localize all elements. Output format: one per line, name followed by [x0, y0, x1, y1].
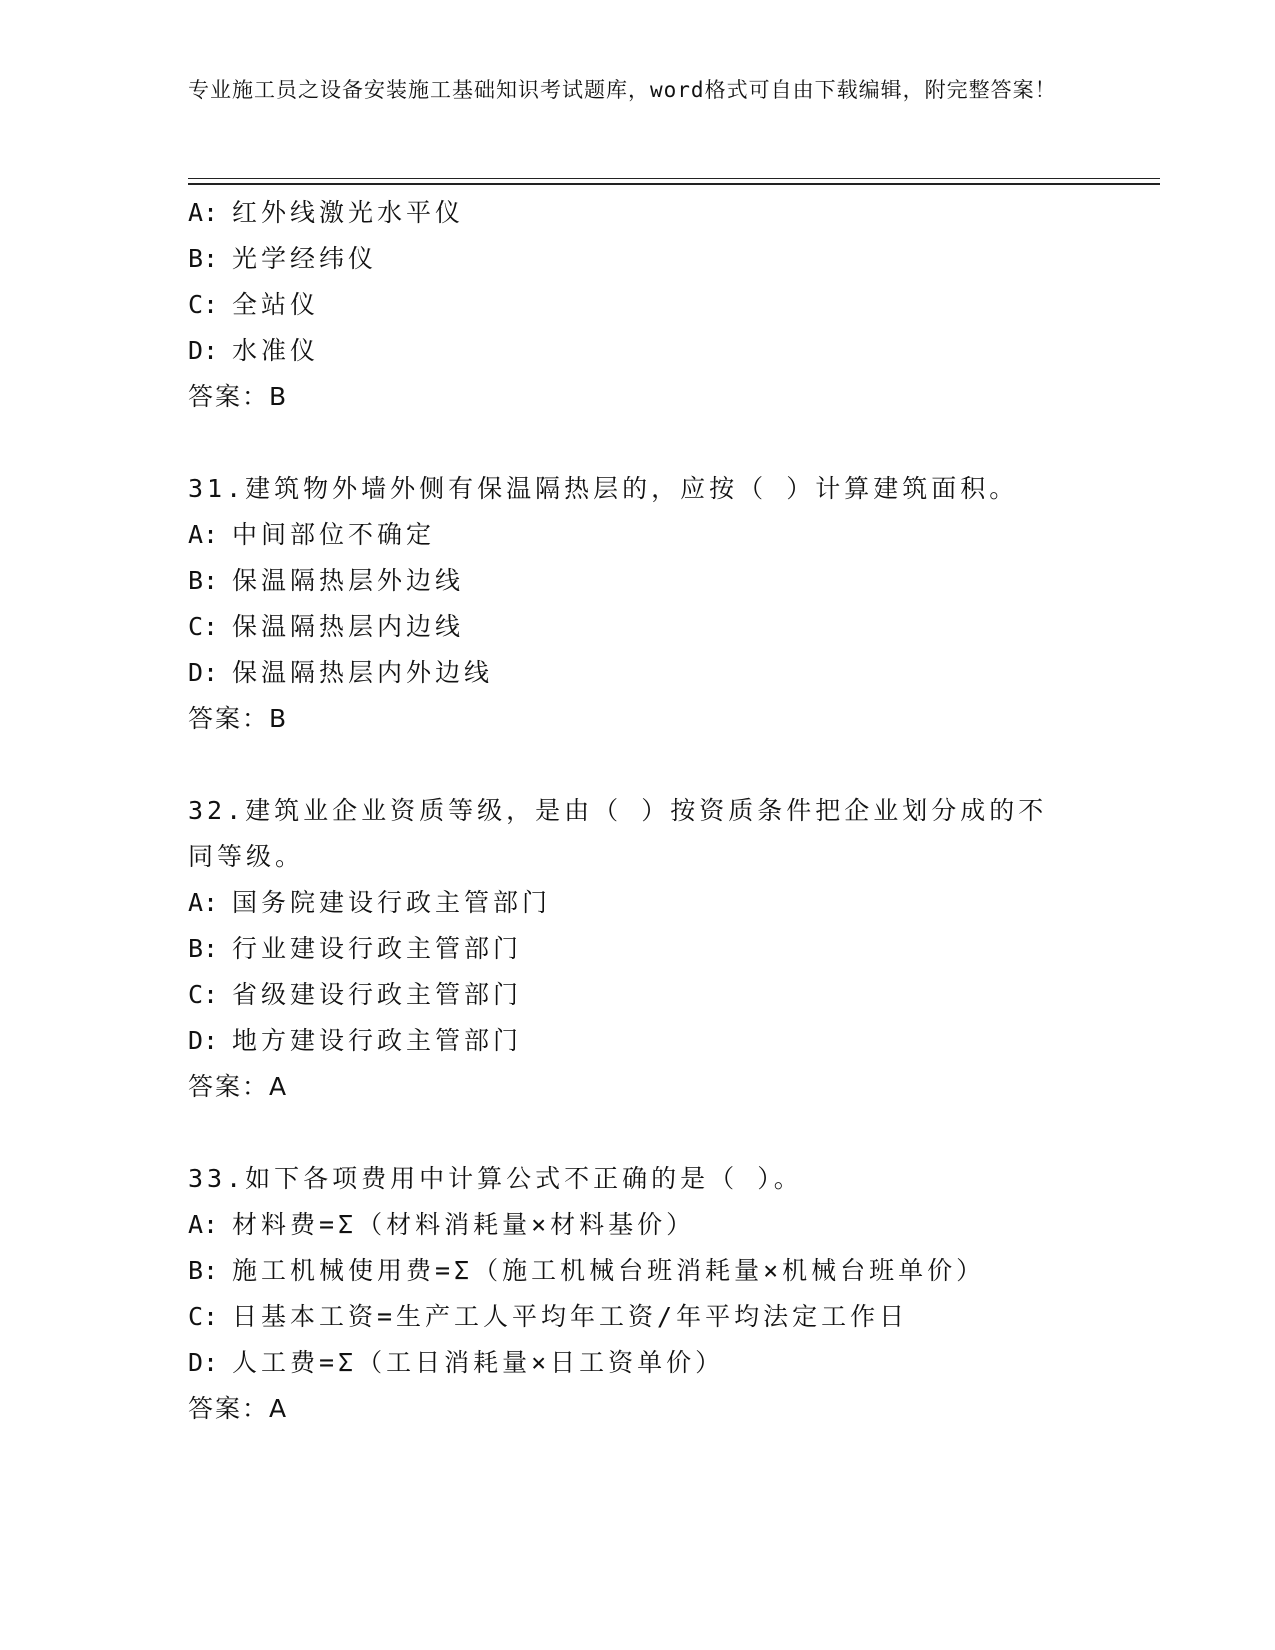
option-letter: A:: [188, 888, 219, 917]
option-text: 人工费=Σ（工日消耗量×日工资单价）: [232, 1348, 725, 1377]
option-d: [188, 1018, 1088, 1064]
option-c: [188, 972, 1088, 1018]
option-d: [188, 1340, 1088, 1386]
option-text: 保温隔热层内外边线: [232, 658, 494, 687]
header-rule-thick: [188, 183, 1160, 185]
answer-line: 答案：B: [188, 382, 289, 411]
option-text: 行业建设行政主管部门: [232, 934, 523, 963]
option-c: [188, 604, 1088, 650]
question-text: 32.建筑业企业资质等级，是由（ ）按资质条件把企业划分成的不同等级。: [188, 796, 1048, 871]
option-letter: B:: [188, 244, 219, 273]
option-text: 材料费=Σ（材料消耗量×材料基价）: [232, 1210, 696, 1239]
option-letter: C:: [188, 612, 219, 641]
option-letter: C:: [188, 980, 219, 1009]
option-text: 日基本工资=生产工人平均年工资/年平均法定工作日: [232, 1302, 909, 1331]
option-text: 国务院建设行政主管部门: [232, 888, 552, 917]
option-letter: D:: [188, 336, 219, 365]
option-d: [188, 650, 1088, 696]
option-letter: B:: [188, 1256, 219, 1285]
option-letter: D:: [188, 658, 219, 687]
answer-line: 答案：A: [188, 1072, 289, 1101]
question-text: 31.建筑物外墙外侧有保温隔热层的，应按（ ）计算建筑面积。: [188, 474, 1019, 503]
option-d: [188, 328, 1088, 374]
option-text: 施工机械使用费=Σ（施工机械台班消耗量×机械台班单价）: [232, 1256, 986, 1285]
option-c: [188, 1294, 1088, 1340]
option-c: [188, 282, 1088, 328]
question-block: [188, 788, 1088, 1110]
answer-line: 答案：B: [188, 704, 289, 733]
option-text: 地方建设行政主管部门: [232, 1026, 523, 1055]
option-text: 红外线激光水平仪: [232, 198, 465, 227]
option-letter: B:: [188, 566, 219, 595]
question-list: [188, 190, 1088, 1432]
option-b: [188, 236, 1088, 282]
option-text: 保温隔热层外边线: [232, 566, 465, 595]
option-letter: A:: [188, 198, 219, 227]
header-rule-thin: [188, 178, 1160, 179]
option-letter: D:: [188, 1026, 219, 1055]
question-text: 33.如下各项费用中计算公式不正确的是（ ）。: [188, 1164, 803, 1193]
option-letter: C:: [188, 1302, 219, 1331]
option-b: [188, 926, 1088, 972]
question-block: [188, 1156, 1088, 1432]
document-header: 专业施工员之设备安装施工基础知识考试题库，word格式可自由下载编辑，附完整答案！: [188, 78, 1057, 102]
option-text: 水准仪: [232, 336, 320, 365]
option-a: [188, 190, 1088, 236]
option-text: 全站仪: [232, 290, 320, 319]
answer-line: 答案：A: [188, 1394, 289, 1423]
option-a: [188, 512, 1088, 558]
question-block: [188, 466, 1088, 742]
option-text: 保温隔热层内边线: [232, 612, 465, 641]
option-text: 省级建设行政主管部门: [232, 980, 523, 1009]
question-block: [188, 190, 1088, 420]
option-letter: C:: [188, 290, 219, 319]
option-letter: A:: [188, 520, 219, 549]
option-a: [188, 1202, 1088, 1248]
option-text: 中间部位不确定: [232, 520, 436, 549]
option-b: [188, 558, 1088, 604]
option-text: 光学经纬仪: [232, 244, 378, 273]
option-letter: D:: [188, 1348, 219, 1377]
option-b: [188, 1248, 1088, 1294]
option-letter: A:: [188, 1210, 219, 1239]
option-a: [188, 880, 1088, 926]
option-letter: B:: [188, 934, 219, 963]
